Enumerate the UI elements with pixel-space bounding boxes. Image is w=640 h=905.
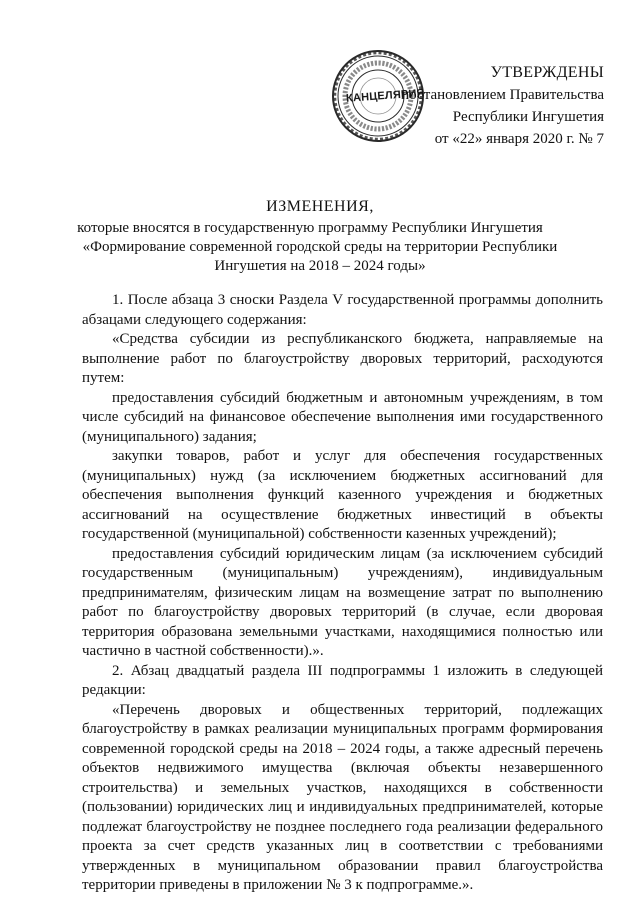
paragraph: предоставления субсидий бюджетным и автономным учреждениям, в том числе субсидий на финансовое обеспечение выполнения ими государственного (муниципального) задания; bbox=[82, 389, 603, 445]
title-heading: ИЗМЕНЕНИЯ, bbox=[266, 198, 374, 215]
title-line: «Формирование современной городской среды на территории Республики bbox=[82, 239, 558, 255]
document-body bbox=[82, 291, 603, 896]
approval-line: постановлением Правительства bbox=[401, 87, 604, 103]
paragraph: «Перечень дворовых и общественных территорий, подлежащих благоустройству в рамках реализации муниципальных программ формирования современной городской среды на 2018 – 2024 годы, а также адресный перечень объектов недвижимого имущества (включая объекты незавершенного строительства) и земельных участков, находящихся в собственности (пользовании) юридических лиц и индивидуальных предпринимателей, которые подлежат благоустройству не позднее последнего года реализации федерального проекта за счет средств указанных лиц в соответствии с требованиями утвержденных в муниципальном образовании правил благоустройства территории приведены в приложении № 3 к подпрограмме.». bbox=[82, 701, 603, 893]
approval-date: от «22» января 2020 г. № 7 bbox=[434, 131, 604, 147]
approval-block bbox=[401, 62, 604, 150]
title-line: Ингушетия на 2018 – 2024 годы» bbox=[214, 258, 426, 274]
paragraph: 1. После абзаца 3 сноски Раздела V государственной программы дополнить абзацами следующего содержания: bbox=[82, 292, 603, 328]
title-line: которые вносятся в государственную программу Республики Ингушетия bbox=[77, 220, 543, 236]
approval-line: Республики Ингушетия bbox=[452, 109, 604, 125]
stamp-label: КАНЦЕЛЯРИЯ bbox=[345, 87, 426, 105]
paragraph: предоставления субсидий юридическим лицам (за исключением субсидий государственным (муниципальным) учреждениям), индивидуальным предпринимателям, физическим лицам на возмещение затрат по выполнению работ по благоустройству дворовых территорий (в случае, если дворовая территория образована земельными участками, находящимися полностью или частично в частной собственности).». bbox=[82, 545, 603, 659]
paragraph: «Средства субсидии из республиканского бюджета, направляемые на выполнение работ по благоустройству дворовых территорий, расходуются путем: bbox=[82, 331, 603, 386]
paragraph: 2. Абзац двадцатый раздела III подпрограммы 1 изложить в следующей редакции: bbox=[82, 662, 603, 698]
paragraph: закупки товаров, работ и услуг для обеспечения государственных (муниципальных) нужд (за исключением бюджетных ассигнований для обеспечения выполнения функций казенного учреждения и бюджетных ассигнований на осуществление бюджетных инвестиций в объекты государственной (муниципальной) собственности казенных учреждений); bbox=[82, 448, 603, 542]
approval-heading: УТВЕРЖДЕНЫ bbox=[490, 64, 604, 81]
document-title bbox=[70, 197, 570, 276]
